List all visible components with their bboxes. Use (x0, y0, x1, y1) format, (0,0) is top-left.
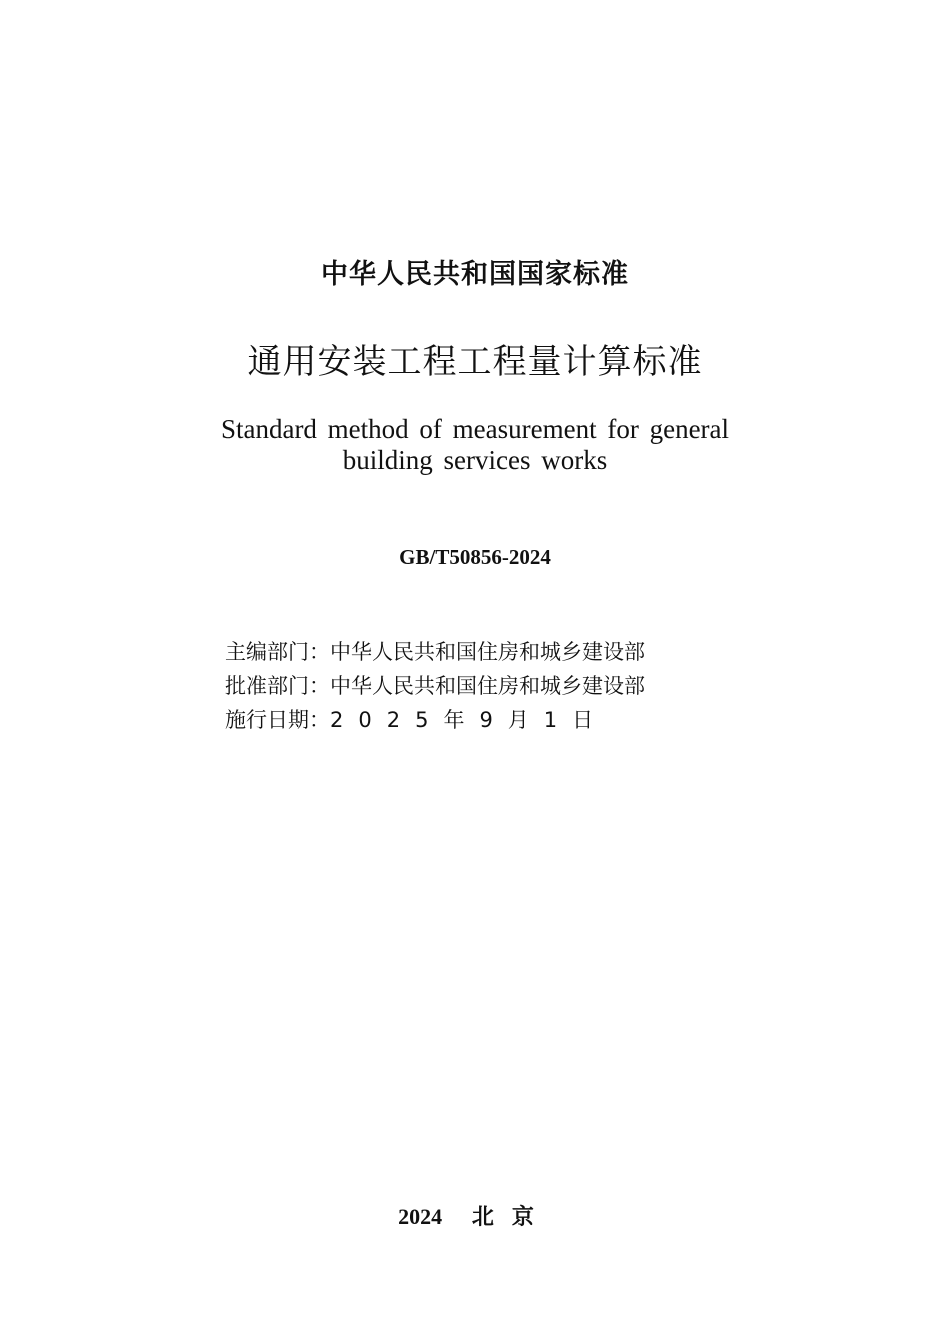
chief-editor-row (225, 635, 645, 669)
standard-code: GB/T50856-2024 (399, 545, 551, 569)
english-title-line-1: Standard method of measurement for general (220, 414, 730, 444)
effective-date-row (225, 703, 645, 737)
chief-editor-value: 中华人民共和国住房和城乡建设部 (330, 640, 645, 664)
publication-info (225, 635, 645, 737)
national-standard-heading: 中华人民共和国国家标准 (321, 259, 629, 290)
publication-footer (0, 1200, 950, 1231)
effective-date-label: 施行日期： (225, 708, 330, 732)
chinese-title: 通用安装工程工程量计算标准 (247, 342, 703, 382)
approver-value: 中华人民共和国住房和城乡建设部 (330, 674, 645, 698)
effective-date-value: 2025年9月1日 (330, 708, 609, 732)
english-title-line-2: building services works (342, 445, 608, 475)
approver-label: 批准部门： (225, 674, 330, 698)
english-title (0, 414, 950, 476)
approver-row (225, 669, 645, 703)
publication-city: 北京 (471, 1205, 552, 1230)
chief-editor-label: 主编部门： (225, 640, 330, 664)
publication-year: 2024 (398, 1204, 443, 1229)
